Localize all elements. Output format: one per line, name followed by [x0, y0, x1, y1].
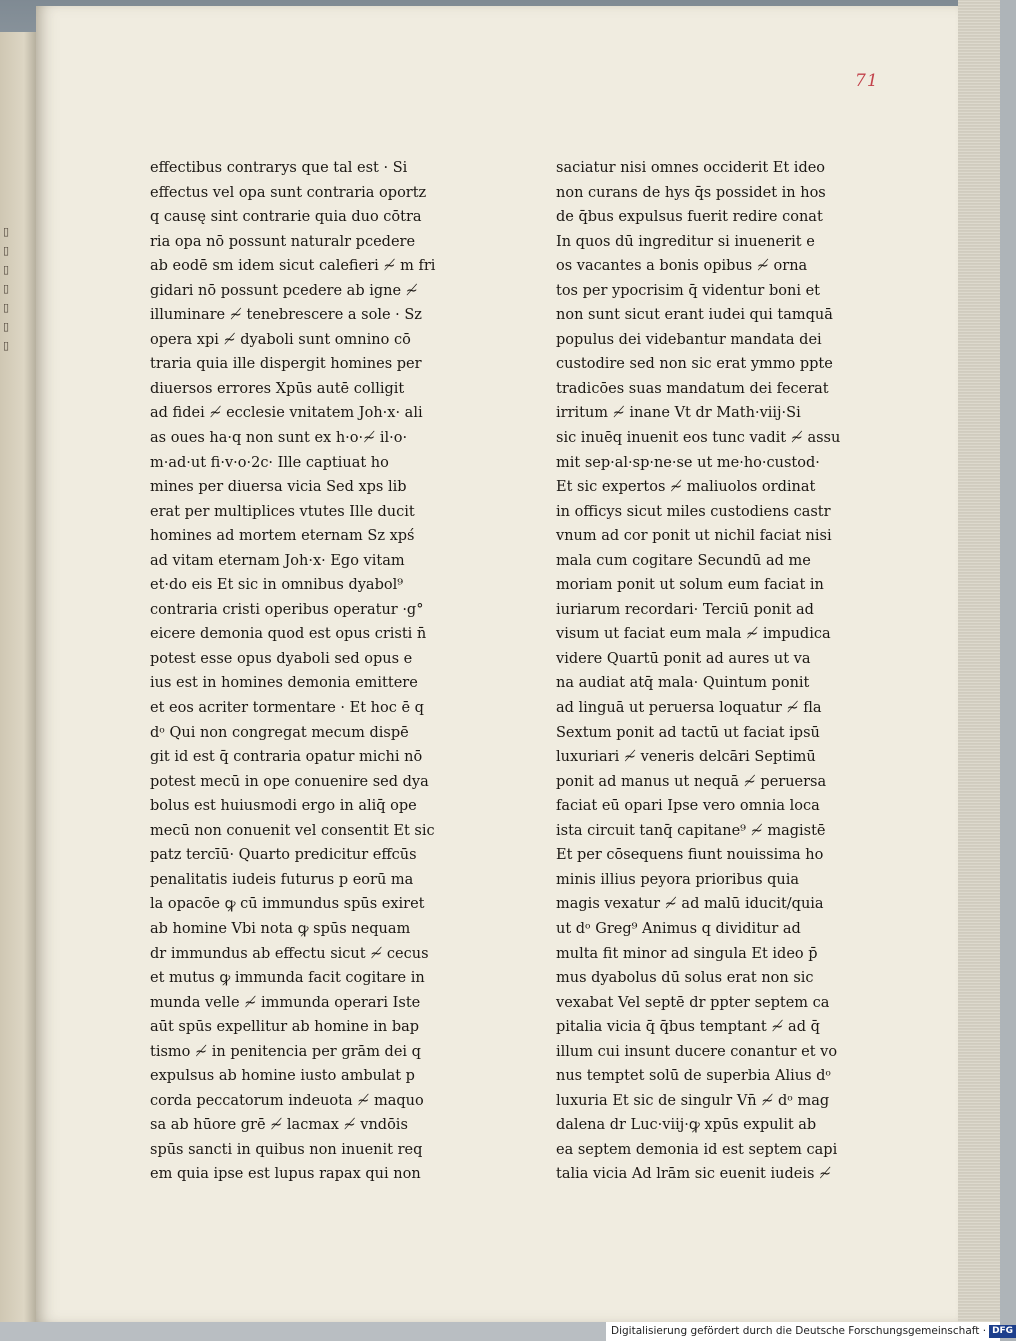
text-line: gidari nō possunt pcedere ab igne ≁ — [150, 282, 418, 299]
text-line: videre Quartū ponit ad aures ut va — [556, 650, 811, 667]
text-line: et mutus ꝙ immunda facit cogitare in — [150, 970, 425, 987]
text-line: effectus vel opa sunt contraria oportz — [150, 184, 427, 201]
text-line: pitalia vicia q̄ q̄bus temptant ≁ ad q̄ — [556, 1019, 820, 1036]
text-line: munda velle ≁ immunda operari Iste — [150, 994, 421, 1011]
text-line: Sextum ponit ad tactū ut faciat ipsū — [556, 724, 820, 741]
text-line: mus dyabolus dū solus erat non sic — [556, 970, 814, 987]
text-line: non curans de hys q̄s possidet in hos — [556, 184, 826, 201]
text-line: nus temptet solū de superbia Alius dᵒ — [556, 1068, 831, 1085]
text-line: tos per ypocrisim q̄ videntur boni et — [556, 282, 820, 299]
text-line: dalena dr Luc·viij·ꝙ xpūs expulit ab — [556, 1117, 817, 1134]
text-line: effectibus contrarys que tal est · Si — [150, 160, 408, 176]
text-line: corda peccatorum indeuota ≁ maquo — [150, 1092, 424, 1109]
text-line: ad vitam eternam Joh·x· Ego vitam — [150, 552, 405, 569]
text-line: ius est in homines demonia emittere — [150, 675, 418, 692]
text-line: ad linguā ut peruersa loquatur ≁ fla — [556, 700, 822, 717]
text-line: expulsus ab homine iusto ambulat p — [150, 1068, 415, 1085]
text-line: ut dᵒ Greg⁹ Animus q dividitur ad — [556, 920, 801, 937]
text-line: m·ad·ut fi·v·o·2c· Ille captiuat ho — [150, 454, 389, 471]
text-line: opera xpi ≁ dyaboli sunt omnino cō — [150, 331, 411, 348]
previous-page-edge — [0, 32, 40, 1322]
text-line: populus dei videbantur mandata dei — [556, 331, 822, 348]
right-text-column — [556, 156, 871, 1187]
text-line: et·do eis Et sic in omnibus dyabol⁹ — [150, 577, 404, 594]
text-line: erat per multiplices vtutes Ille ducit — [150, 503, 415, 520]
text-line: in officys sicut miles custodiens castr — [556, 503, 831, 520]
text-line: dr immundus ab effectu sicut ≁ cecus — [150, 945, 429, 962]
page-stack-edges — [958, 0, 1000, 1322]
text-line: spūs sancti in quibus non inuenit req — [150, 1141, 423, 1158]
text-line: homines ad mortem eternam Sz xpś — [150, 528, 415, 545]
text-line: potest esse opus dyaboli sed opus e — [150, 650, 413, 667]
text-line: bolus est huiusmodi ergo in aliq̄ ope — [150, 798, 417, 815]
text-line: sa ab hūore grē ≁ lacmax ≁ vndōis — [150, 1117, 408, 1134]
text-line: sic inuēq inuenit eos tunc vadit ≁ assu — [556, 430, 841, 447]
text-line: git id est q̄ contraria opatur michi nō — [150, 749, 423, 766]
left-text-column — [150, 156, 484, 1187]
text-line: minis illius peyora prioribus quia — [556, 871, 800, 888]
text-line: em quia ipse est lupus rapax qui non — [150, 1166, 421, 1183]
text-line: moriam ponit ut solum eum faciat in — [556, 577, 824, 594]
folio-number: 71 — [855, 71, 879, 91]
text-line: multa fit minor ad singula Et ideo p̄ — [556, 945, 818, 962]
text-line: os vacantes a bonis opibus ≁ orna — [556, 258, 808, 275]
text-line: mecū non conuenit vel consentit Et sic — [150, 822, 435, 839]
text-line: talia vicia Ad lrām sic euenit iudeis ≁ — [556, 1166, 832, 1183]
text-line: diuersos errores Xpūs autē colligit — [150, 380, 405, 397]
text-line: ab homine Vbi nota ꝙ spūs nequam — [150, 920, 411, 937]
text-line: mit sep·al·sp·ne·se ut me·ho·custod· — [556, 454, 820, 471]
text-line: ponit ad manus ut nequā ≁ peruersa — [556, 773, 827, 790]
previous-page-fragment: ▯ ▯ ▯ ▯ ▯ ▯ ▯ — [3, 225, 10, 352]
text-line: iuriarum recordari· Terciū ponit ad — [556, 601, 814, 618]
text-line: ria opa nō possunt naturalr pcedere — [150, 233, 416, 250]
text-line: mines per diuersa vicia Sed xps lib — [150, 479, 407, 496]
text-line: ad fidei ≁ ecclesie vnitatem Joh·x· ali — [150, 405, 423, 422]
scan-bottom-strip — [0, 1322, 606, 1341]
text-line: contraria cristi operibus operatur ·g° — [150, 601, 424, 618]
dfg-logo: DFG — [989, 1325, 1016, 1338]
text-line: luxuria Et sic de singulr Vn̄ ≁ dᵒ mag — [556, 1092, 830, 1109]
text-line: visum ut faciat eum mala ≁ impudica — [556, 626, 831, 643]
text-line: as oues ha·q non sunt ex h·o·≁ il·o· — [150, 430, 408, 447]
footer-credit — [606, 1322, 1014, 1341]
text-line: traria quia ille dispergit homines per — [150, 356, 422, 373]
text-line: tismo ≁ in penitencia per grām dei q — [150, 1043, 421, 1060]
text-line: magis vexatur ≁ ad malū iducit/quia — [556, 896, 824, 913]
text-line: illum cui insunt ducere conantur et vo — [556, 1043, 838, 1060]
funding-credit-text: Digitalisierung gefördert durch die Deutsche Forschungsgemeinschaft · — [611, 1325, 987, 1337]
text-line: tradicōes suas mandatum dei fecerat — [556, 380, 829, 397]
text-line: illuminare ≁ tenebrescere a sole · Sz — [150, 307, 422, 324]
text-line: vexabat Vel septē dr ppter septem ca — [556, 994, 830, 1011]
text-line: luxuriari ≁ veneris delcāri Septimū — [556, 749, 816, 766]
text-line: vnum ad cor ponit ut nichil faciat nisi — [556, 528, 832, 545]
text-line: potest mecū in ope conuenire sed dya — [150, 773, 429, 790]
text-line: In quos dū ingreditur si inuenerit e — [556, 233, 815, 250]
text-line: mala cum cogitare Secundū ad me — [556, 552, 811, 569]
text-line: irritum ≁ inane Vt dr Math·viij·Si — [556, 405, 801, 422]
text-line: de q̄bus expulsus fuerit redire conat — [556, 209, 823, 226]
text-line: na audiat atq̄ mala· Quintum ponit — [556, 675, 810, 692]
text-line: dᵒ Qui non congregat mecum dispē — [150, 724, 409, 741]
text-line: ab eodē sm idem sicut calefieri ≁ m fri — [150, 258, 436, 275]
text-line: la opacōe ꝙ cū immundus spūs exiret — [150, 896, 425, 913]
text-line: et eos acriter tormentare · Et hoc ē q — [150, 700, 424, 717]
text-line: custodire sed non sic erat ymmo ppte — [556, 356, 833, 373]
text-line: Et sic expertos ≁ maliuolos ordinat — [556, 479, 816, 496]
text-line: non sunt sicut erant iudei qui tamquā — [556, 307, 833, 324]
text-line: saciatur nisi omnes occiderit Et ideo — [556, 160, 826, 176]
text-line: Et per cōsequens fiunt nouissima ho — [556, 847, 824, 864]
text-line: eicere demonia quod est opus cristi n̄ — [150, 626, 427, 643]
text-line: penalitatis iudeis futurus p eorū ma — [150, 871, 414, 888]
text-line: ista circuit tanq̄ capitane⁹ ≁ magistē — [556, 822, 826, 839]
text-line: patz tercīū· Quarto predicitur effcūs — [150, 847, 417, 864]
text-line: aūt spūs expellitur ab homine in bap — [150, 1019, 420, 1036]
text-line: ea septem demonia id est septem capi — [556, 1141, 838, 1158]
text-line: faciat eū opari Ipse vero omnia loca — [556, 798, 820, 815]
text-line: q causę sint contrarie quia duo cōtra — [150, 209, 422, 226]
